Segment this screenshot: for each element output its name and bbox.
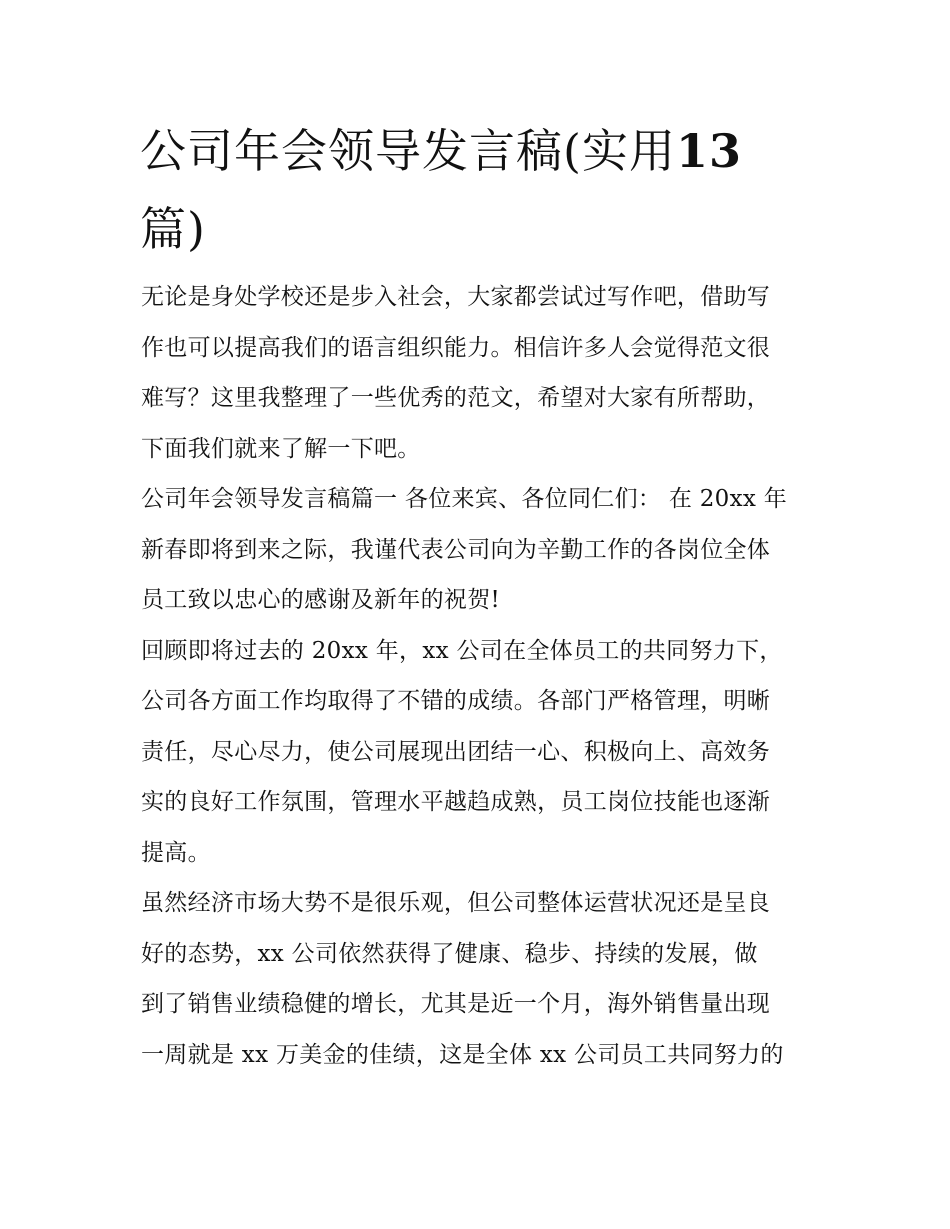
text-line: 一周就是 xx 万美金的佳绩，这是全体 xx 公司员工共同努力的 <box>141 1041 784 1068</box>
title-text: 公司年会领导发言稿(实用 <box>140 124 676 178</box>
text-line: 好的态势，xx 公司依然获得了健康、稳步、持续的发展，做 <box>141 940 758 967</box>
text-line: 责任，尽心尽力，使公司展现出团结一心、积极向上、高效务 <box>141 738 771 765</box>
text-line: 回顾即将过去的 20xx 年，xx 公司在全体员工的共同努力下， <box>141 637 783 664</box>
body-text <box>141 272 821 1080</box>
title-text-continued: 篇) <box>140 202 206 256</box>
title-number: 13 <box>675 124 742 178</box>
text-line: 难写？这里我整理了一些优秀的范文，希望对大家有所帮助， <box>141 385 771 411</box>
text-line: 新春即将到来之际，我谨代表公司向为辛勤工作的各岗位全体 <box>141 536 771 563</box>
text-line: 公司各方面工作均取得了不错的成绩。各部门严格管理，明晰 <box>141 688 771 714</box>
text-line: 无论是身处学校还是步入社会，大家都尝试过写作吧，借助写 <box>141 284 771 310</box>
page-title <box>140 112 820 268</box>
text-line: 员工致以忠心的感谢及新年的祝贺! <box>141 587 501 613</box>
text-line: 下面我们就来了解一下吧。 <box>141 435 421 462</box>
text-line: 公司年会领导发言稿篇一 各位来宾、各位同仁们： 在 20xx 年 <box>141 486 788 512</box>
text-line: 到了销售业绩稳健的增长，尤其是近一个月，海外销售量出现 <box>141 991 771 1017</box>
text-line: 虽然经济市场大势不是很乐观，但公司整体运营状况还是呈良 <box>141 890 771 916</box>
text-line: 作也可以提高我们的语言组织能力。相信许多人会觉得范文很 <box>141 334 771 361</box>
text-line: 提高。 <box>141 839 211 866</box>
text-line: 实的良好工作氛围，管理水平越趋成熟，员工岗位技能也逐渐 <box>141 789 771 815</box>
